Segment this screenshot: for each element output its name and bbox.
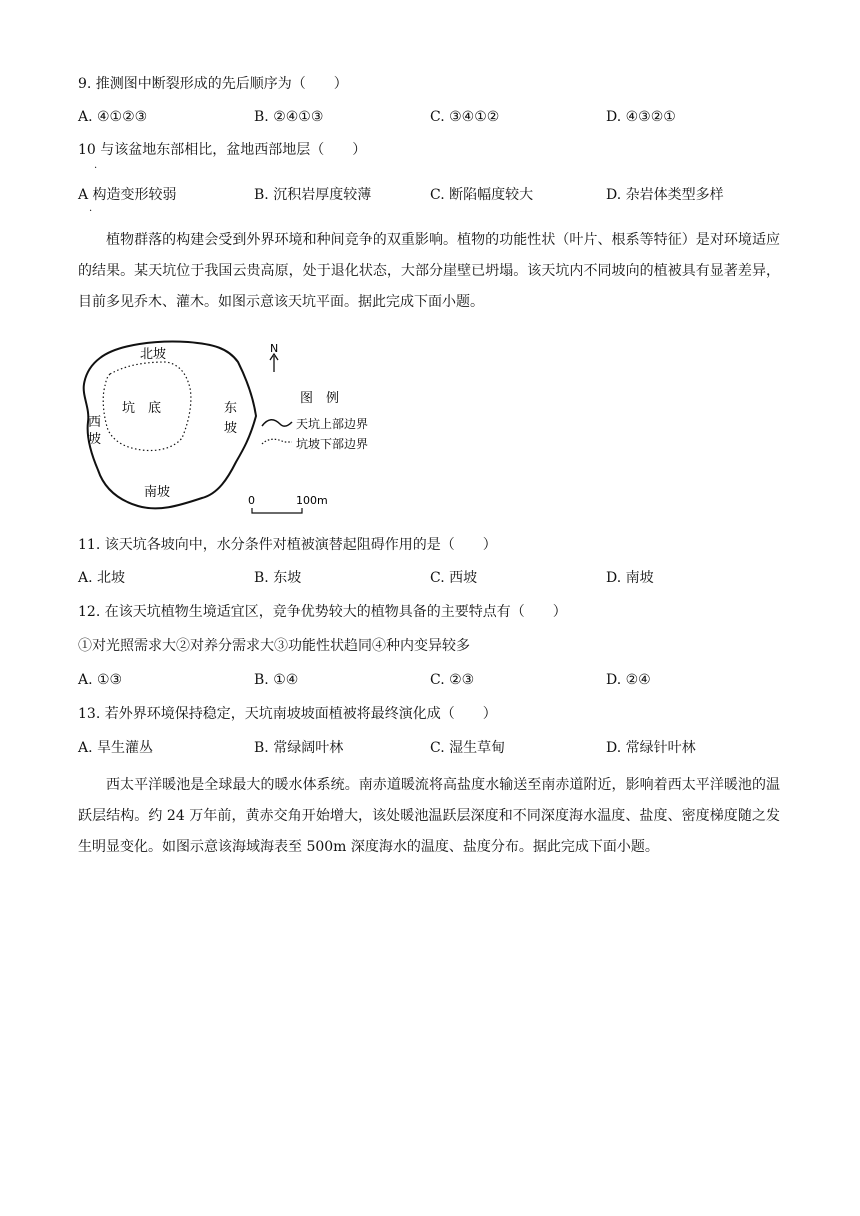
scale-bar [248,494,328,513]
q13-option-a: A. 旱生灌丛 [78,740,154,756]
question-12-items: ①对光照需求大②对养分需求大③功能性状趋同④种内变异较多 [78,638,470,654]
question-10-stem: 10 与该盆地东部相比，盆地西部地层（ ） [78,142,367,158]
scale-zero: 0 [248,494,255,507]
legend-solid-line [262,420,292,426]
question-9-stem: 9. 推测图中断裂形成的先后顺序为（ ） [78,76,348,92]
q12-option-a: A. ①③ [78,672,123,688]
q10-option-b: B. 沉积岩厚度较薄 [254,187,372,203]
question-13-options [78,738,778,758]
q13-option-c: C. 湿生草甸 [430,740,506,756]
q13-option-d: D. 常绿针叶林 [606,740,696,756]
stray-dot-mark: . [94,160,98,171]
q9-option-b: B. ②④①③ [254,109,324,125]
q9-option-a: A. ④①②③ [78,109,148,125]
question-12-stem: 12. 在该天坑植物生境适宜区，竞争优势较大的植物具备的主要特点有（ ） [78,604,567,620]
q13-option-b: B. 常绿阔叶林 [254,740,344,756]
legend-lower-boundary: 坑坡下部边界 [296,437,369,451]
q12-option-c: C. ②③ [430,672,475,688]
q9-option-d: D. ④③②① [606,109,676,125]
passage-karst-sinkhole: 植物群落的构建会受到外界环境和种间竞争的双重影响。植物的功能性状（叶片、根系等特征）是对环境适应的结果。某天坑位于我国云贵高原，处于退化状态，大部分崖壁已坍塌。该天坑内不同坡向的植被具有显著差异，目前多见乔木、灌木。如图示意该天坑平面。据此完成下面小题。 [78,232,780,310]
label-north-slope: 北坡 [140,347,167,362]
label-south-slope: 南坡 [144,485,171,500]
q9-option-c: C. ③④①② [430,109,500,125]
north-label: N [270,342,279,355]
q11-option-b: B. 东坡 [254,570,302,586]
question-12-options [78,670,778,690]
stray-dot-mark: . [89,203,93,214]
legend-dotted-line [262,439,292,444]
label-east-2: 坡 [224,421,238,436]
legend-title: 图 例 [300,391,340,406]
label-bottom: 坑 底 [122,401,162,416]
q11-option-d: D. 南坡 [606,570,654,586]
question-13-stem: 13. 若外界环境保持稳定，天坑南坡坡面植被将最终演化成（ ） [78,706,497,722]
question-9-options [78,107,778,127]
question-11-stem: 11. 该天坑各坡向中，水分条件对植被演替起阻碍作用的是（ ） [78,537,497,553]
question-11-options [78,568,778,588]
question-10-options [78,185,778,205]
q11-option-c: C. 西坡 [430,570,478,586]
north-arrow [270,342,278,372]
sinkhole-plan-figure [78,338,398,518]
q12-option-b: B. ①④ [254,672,299,688]
label-west-2: 坡 [88,432,102,447]
passage-warm-pool: 西太平洋暖池是全球最大的暖水体系统。南赤道暖流将高盐度水输送至南赤道附近，影响着西太平洋暖池的温跃层结构。约 24 万年前，黄赤交角开始增大，该处暖池温跃层深度和不同深度海水温度、盐度、密度梯度随之发生明显变化。如图示意该海域海表至 500m 深度海水的温度、盐度分布。据此完成下面小题。 [78,777,780,855]
legend-upper-boundary: 天坑上部边界 [296,417,369,431]
q10-option-c: C. 断陷幅度较大 [430,187,534,203]
label-west-1: 西 [88,415,102,430]
scale-end: 100m [296,494,328,507]
q12-option-d: D. ②④ [606,672,651,688]
label-east-1: 东 [224,401,238,416]
q10-option-a: A 构造变形较弱 [78,187,177,203]
q10-option-d: D. 杂岩体类型多样 [606,187,724,203]
q11-option-a: A. 北坡 [78,570,126,586]
